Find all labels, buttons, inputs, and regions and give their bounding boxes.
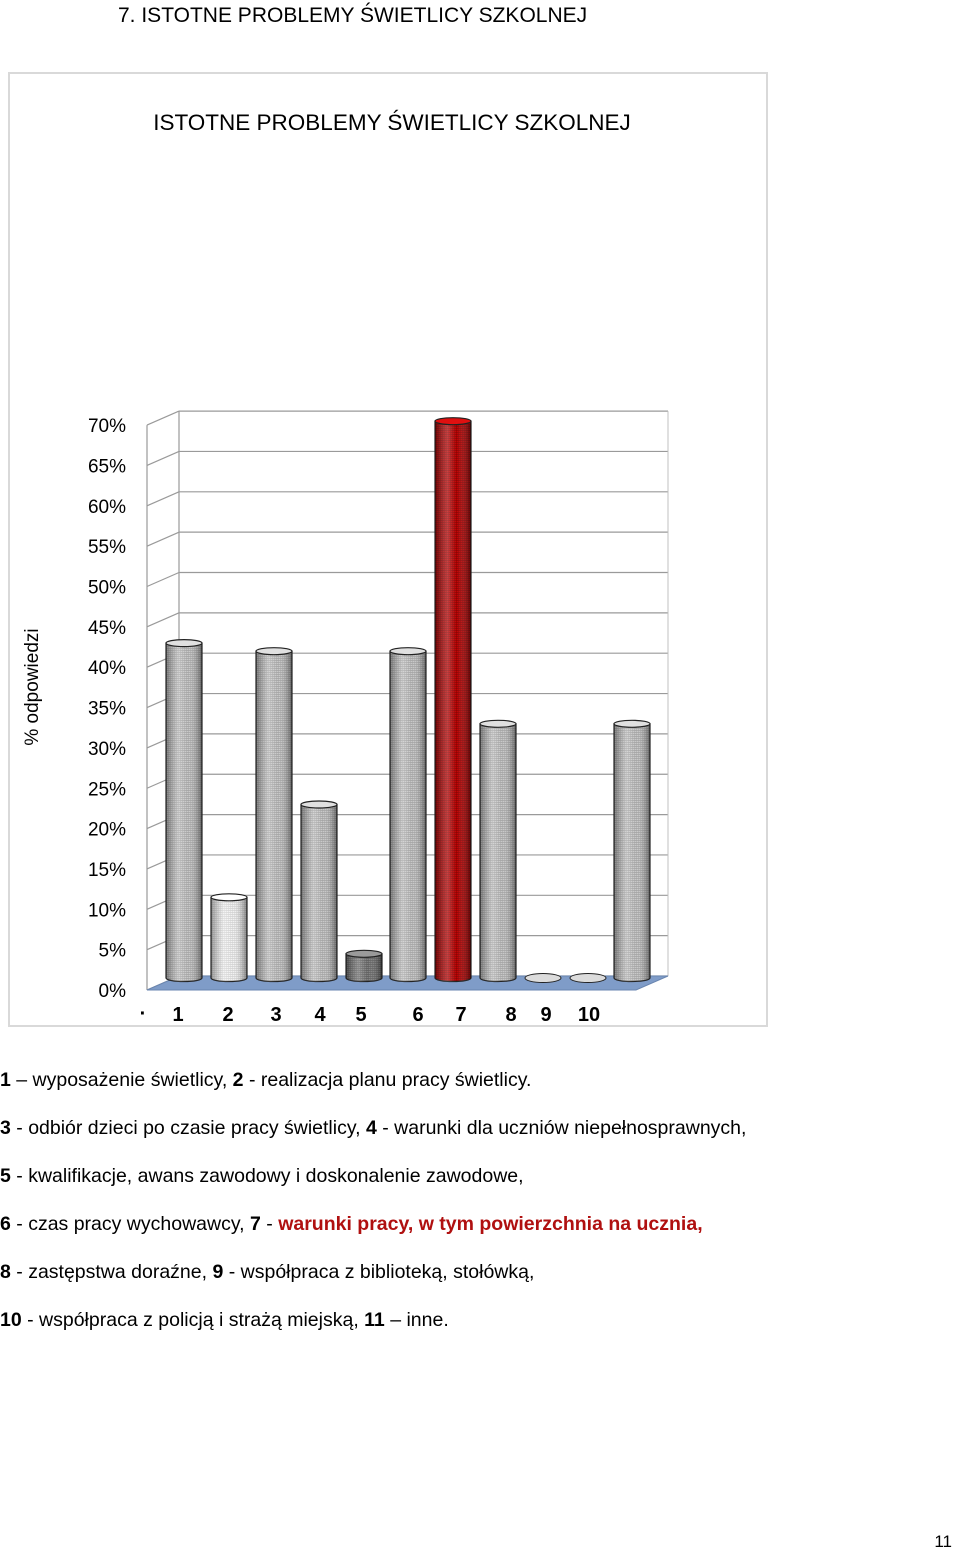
legend-highlight-text: warunki pracy, w tym powierzchnia na ucznia, [278,1213,703,1235]
y-axis-title: % odpowiedzi [22,628,43,746]
bar-top-7 [435,418,471,425]
legend-text: – wyposażenie świetlicy, [10,1069,233,1091]
y-tick-label: 55% [87,537,126,559]
legend-item-number: 5 [0,1165,11,1187]
x-tick-label: 6 [412,1004,424,1026]
legend-text: - [260,1213,279,1235]
legend-item-number: 6 [0,1213,11,1235]
bar-top-2 [211,894,247,901]
legend-text: - czas pracy wychowawcy, [10,1213,250,1235]
x-tick-label: 4 [314,1004,326,1026]
legend-item-number: 1 [0,1069,11,1091]
bar-shade-3 [256,651,292,981]
y-tick-label: 60% [87,496,126,518]
gridline-side [147,411,179,425]
legend-line [0,1308,449,1332]
x-tick-label: 10 [577,1004,601,1026]
x-tick-label: 7 [455,1004,467,1026]
legend-line [0,1260,534,1284]
gridline-side [147,532,179,546]
bar-shade-8 [480,724,516,982]
bar-top-4 [301,801,337,808]
y-tick-label: 35% [87,698,126,720]
legend-text: - realizacja planu pracy świetlicy. [243,1069,532,1091]
legend-line [0,1116,746,1140]
bar-top-5 [346,950,382,957]
bar-top-3 [256,648,292,655]
page-number: 11 [934,1532,952,1551]
legend-text: - zastępstwa doraźne, [10,1261,213,1283]
legend-item-number: 3 [0,1117,11,1139]
bar-shade-1 [166,643,202,981]
legend-item-number: 10 [0,1309,22,1331]
x-tick-label: 8 [505,1004,517,1026]
x-tick-label: 2 [222,1004,234,1026]
y-tick-label: 70% [87,416,126,438]
legend-line [0,1164,524,1188]
bar-top-6 [390,648,426,655]
legend-item-number: 8 [0,1261,11,1283]
y-tick-label: 45% [87,617,126,639]
x-axis-leading-mark: · [139,1003,147,1025]
legend-text: - warunki dla uczniów niepełnosprawnych, [376,1117,747,1139]
legend-text: – inne. [384,1309,449,1331]
chart-title: ISTOTNE PROBLEMY ŚWIETLICY SZKOLNEJ [153,110,631,135]
y-tick-label: 65% [87,456,126,478]
bar-top-1 [166,640,202,647]
x-tick-label: 3 [270,1004,282,1026]
x-tick-label: 5 [355,1004,367,1026]
gridline-side [147,492,179,506]
y-tick-label: 15% [87,859,126,881]
legend-text: - odbiór dzieci po czasie pracy świetlicy, [10,1117,366,1139]
bar-shade-11 [614,724,650,982]
bar-shade-2 [211,897,247,981]
y-tick-label: 25% [87,779,126,801]
bar-shade-4 [301,804,337,981]
legend-text: - kwalifikacje, awans zawodowy i doskonalenie zawodowe, [10,1165,524,1187]
legend-item-number: 7 [249,1213,261,1235]
legend-item-number: 11 [364,1309,385,1331]
legend-line [0,1068,531,1092]
y-tick-label: 40% [87,658,126,680]
gridline-side [147,451,179,465]
bar-top-8 [480,720,516,727]
y-tick-label: 5% [98,940,126,962]
bar-10 [570,974,606,983]
legend-item-number: 2 [232,1069,244,1091]
gridline-side [147,573,179,587]
legend-text: - współpraca z policją i strażą miejską, [21,1309,365,1331]
bar-shade-7 [435,421,471,981]
legend-item-number: 9 [212,1261,224,1283]
y-tick-label: 10% [87,900,126,922]
y-tick-label: 0% [98,981,126,1002]
bar-top-11 [614,720,650,727]
x-tick-label: 9 [540,1004,552,1026]
legend-line [0,1212,703,1236]
legend-text: - współpraca z biblioteką, stołówką, [223,1261,535,1283]
y-tick-label: 20% [87,819,126,841]
section-heading: 7. ISTOTNE PROBLEMY ŚWIETLICY SZKOLNEJ [118,4,588,27]
y-tick-label: 50% [87,577,126,599]
x-tick-label: 1 [172,1004,184,1026]
legend-item-number: 4 [365,1117,377,1139]
gridline-side [147,613,179,627]
bar-shade-6 [390,651,426,981]
bar-shade-5 [346,954,382,982]
y-tick-label: 30% [87,738,126,760]
bar-9 [525,974,561,983]
